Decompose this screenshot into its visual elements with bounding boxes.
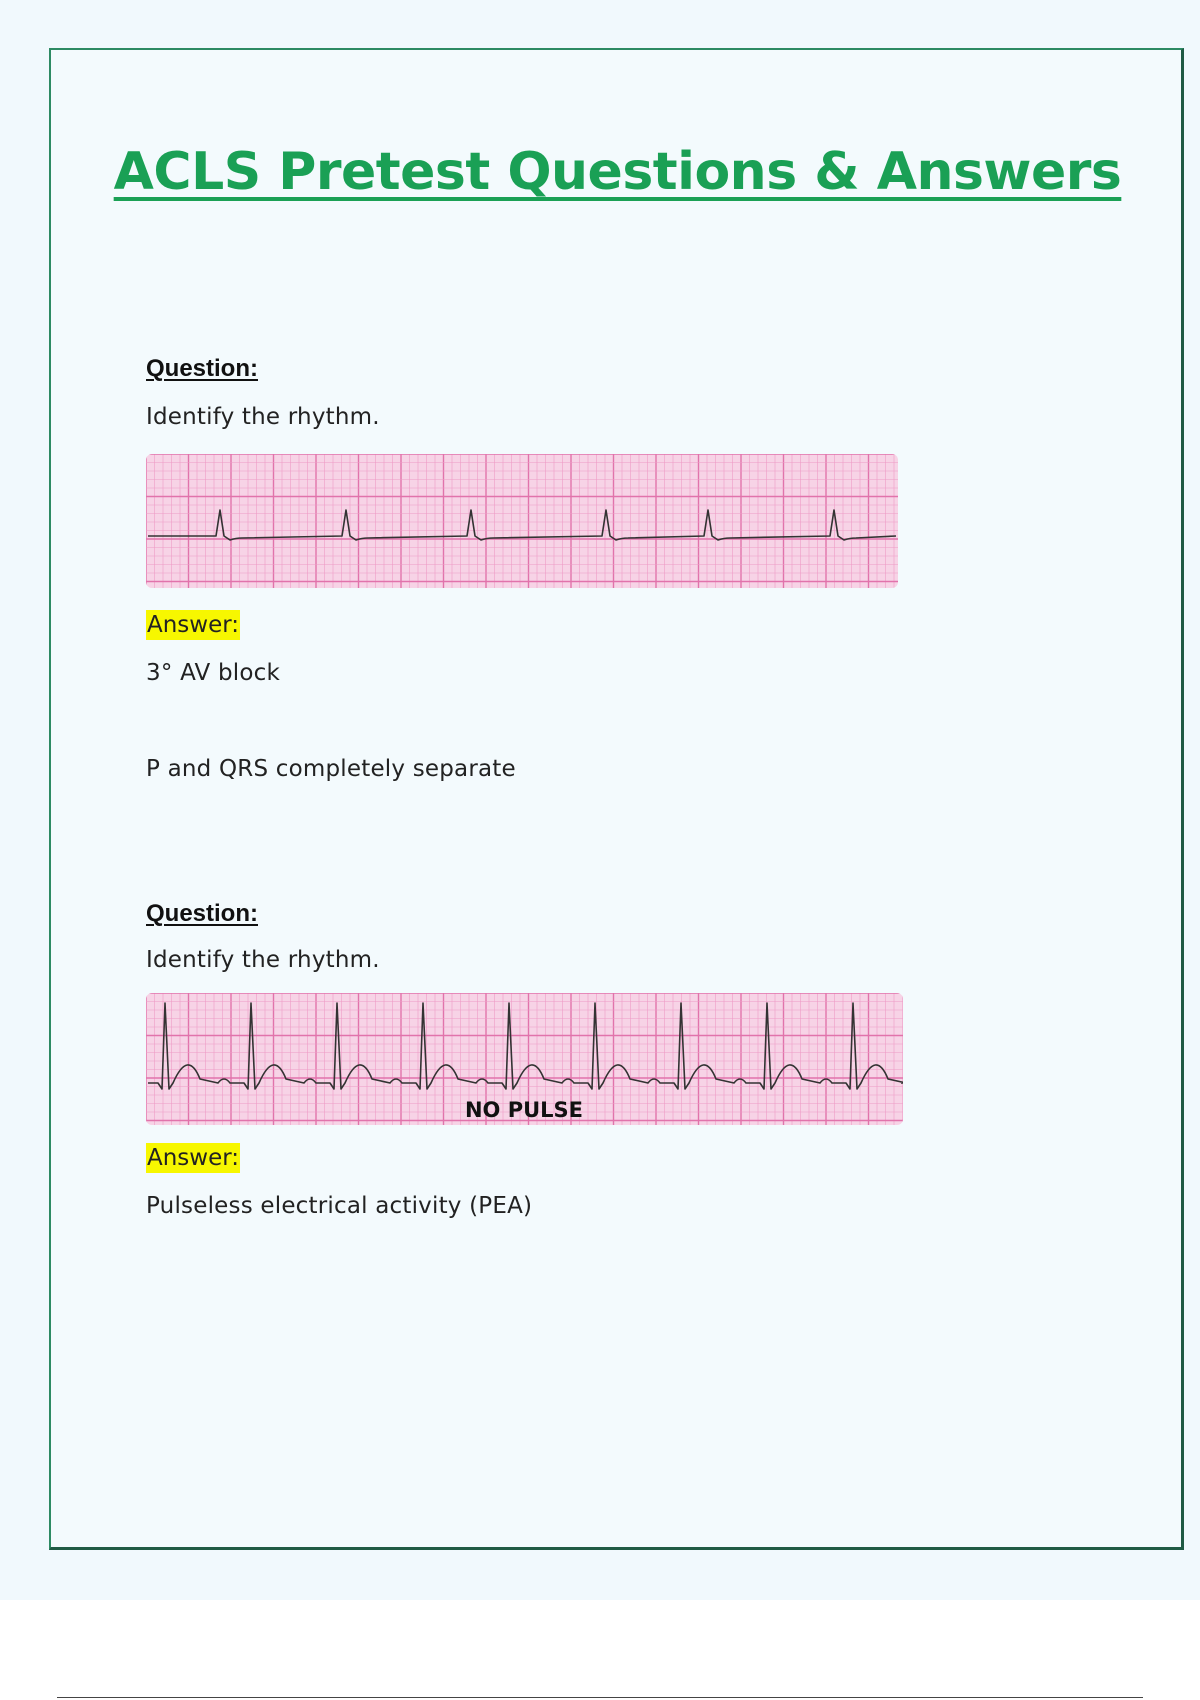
document-card	[49, 48, 1184, 1550]
answer-1-label: Answer:	[147, 612, 240, 638]
question-1-label: Question:	[146, 355, 258, 382]
footer-rule	[57, 1697, 1143, 1698]
ecg-grid	[146, 454, 898, 588]
page-title: ACLS Pretest Questions & Answers	[113, 142, 1122, 202]
question-2-prompt: Identify the rhythm.	[146, 947, 380, 973]
answer-1-text	[146, 660, 280, 686]
answer-2-text: Pulseless electrical activity (PEA)	[146, 1193, 533, 1219]
ecg-strip-1	[146, 454, 898, 588]
answer-1-main: AV block	[180, 660, 280, 686]
no-pulse-caption: NO PULSE	[464, 1098, 584, 1122]
ecg-strip-2-graphic	[146, 993, 903, 1125]
question-2-label: Question:	[146, 900, 258, 927]
answer-1-note: P and QRS completely separate	[146, 756, 516, 782]
ecg-strip-2	[146, 993, 903, 1125]
ecg-strip-1-graphic	[146, 454, 898, 588]
question-1-prompt: Identify the rhythm.	[146, 404, 380, 430]
answer-1-degree: 3°	[146, 660, 173, 686]
answer-2-label: Answer:	[147, 1145, 240, 1171]
